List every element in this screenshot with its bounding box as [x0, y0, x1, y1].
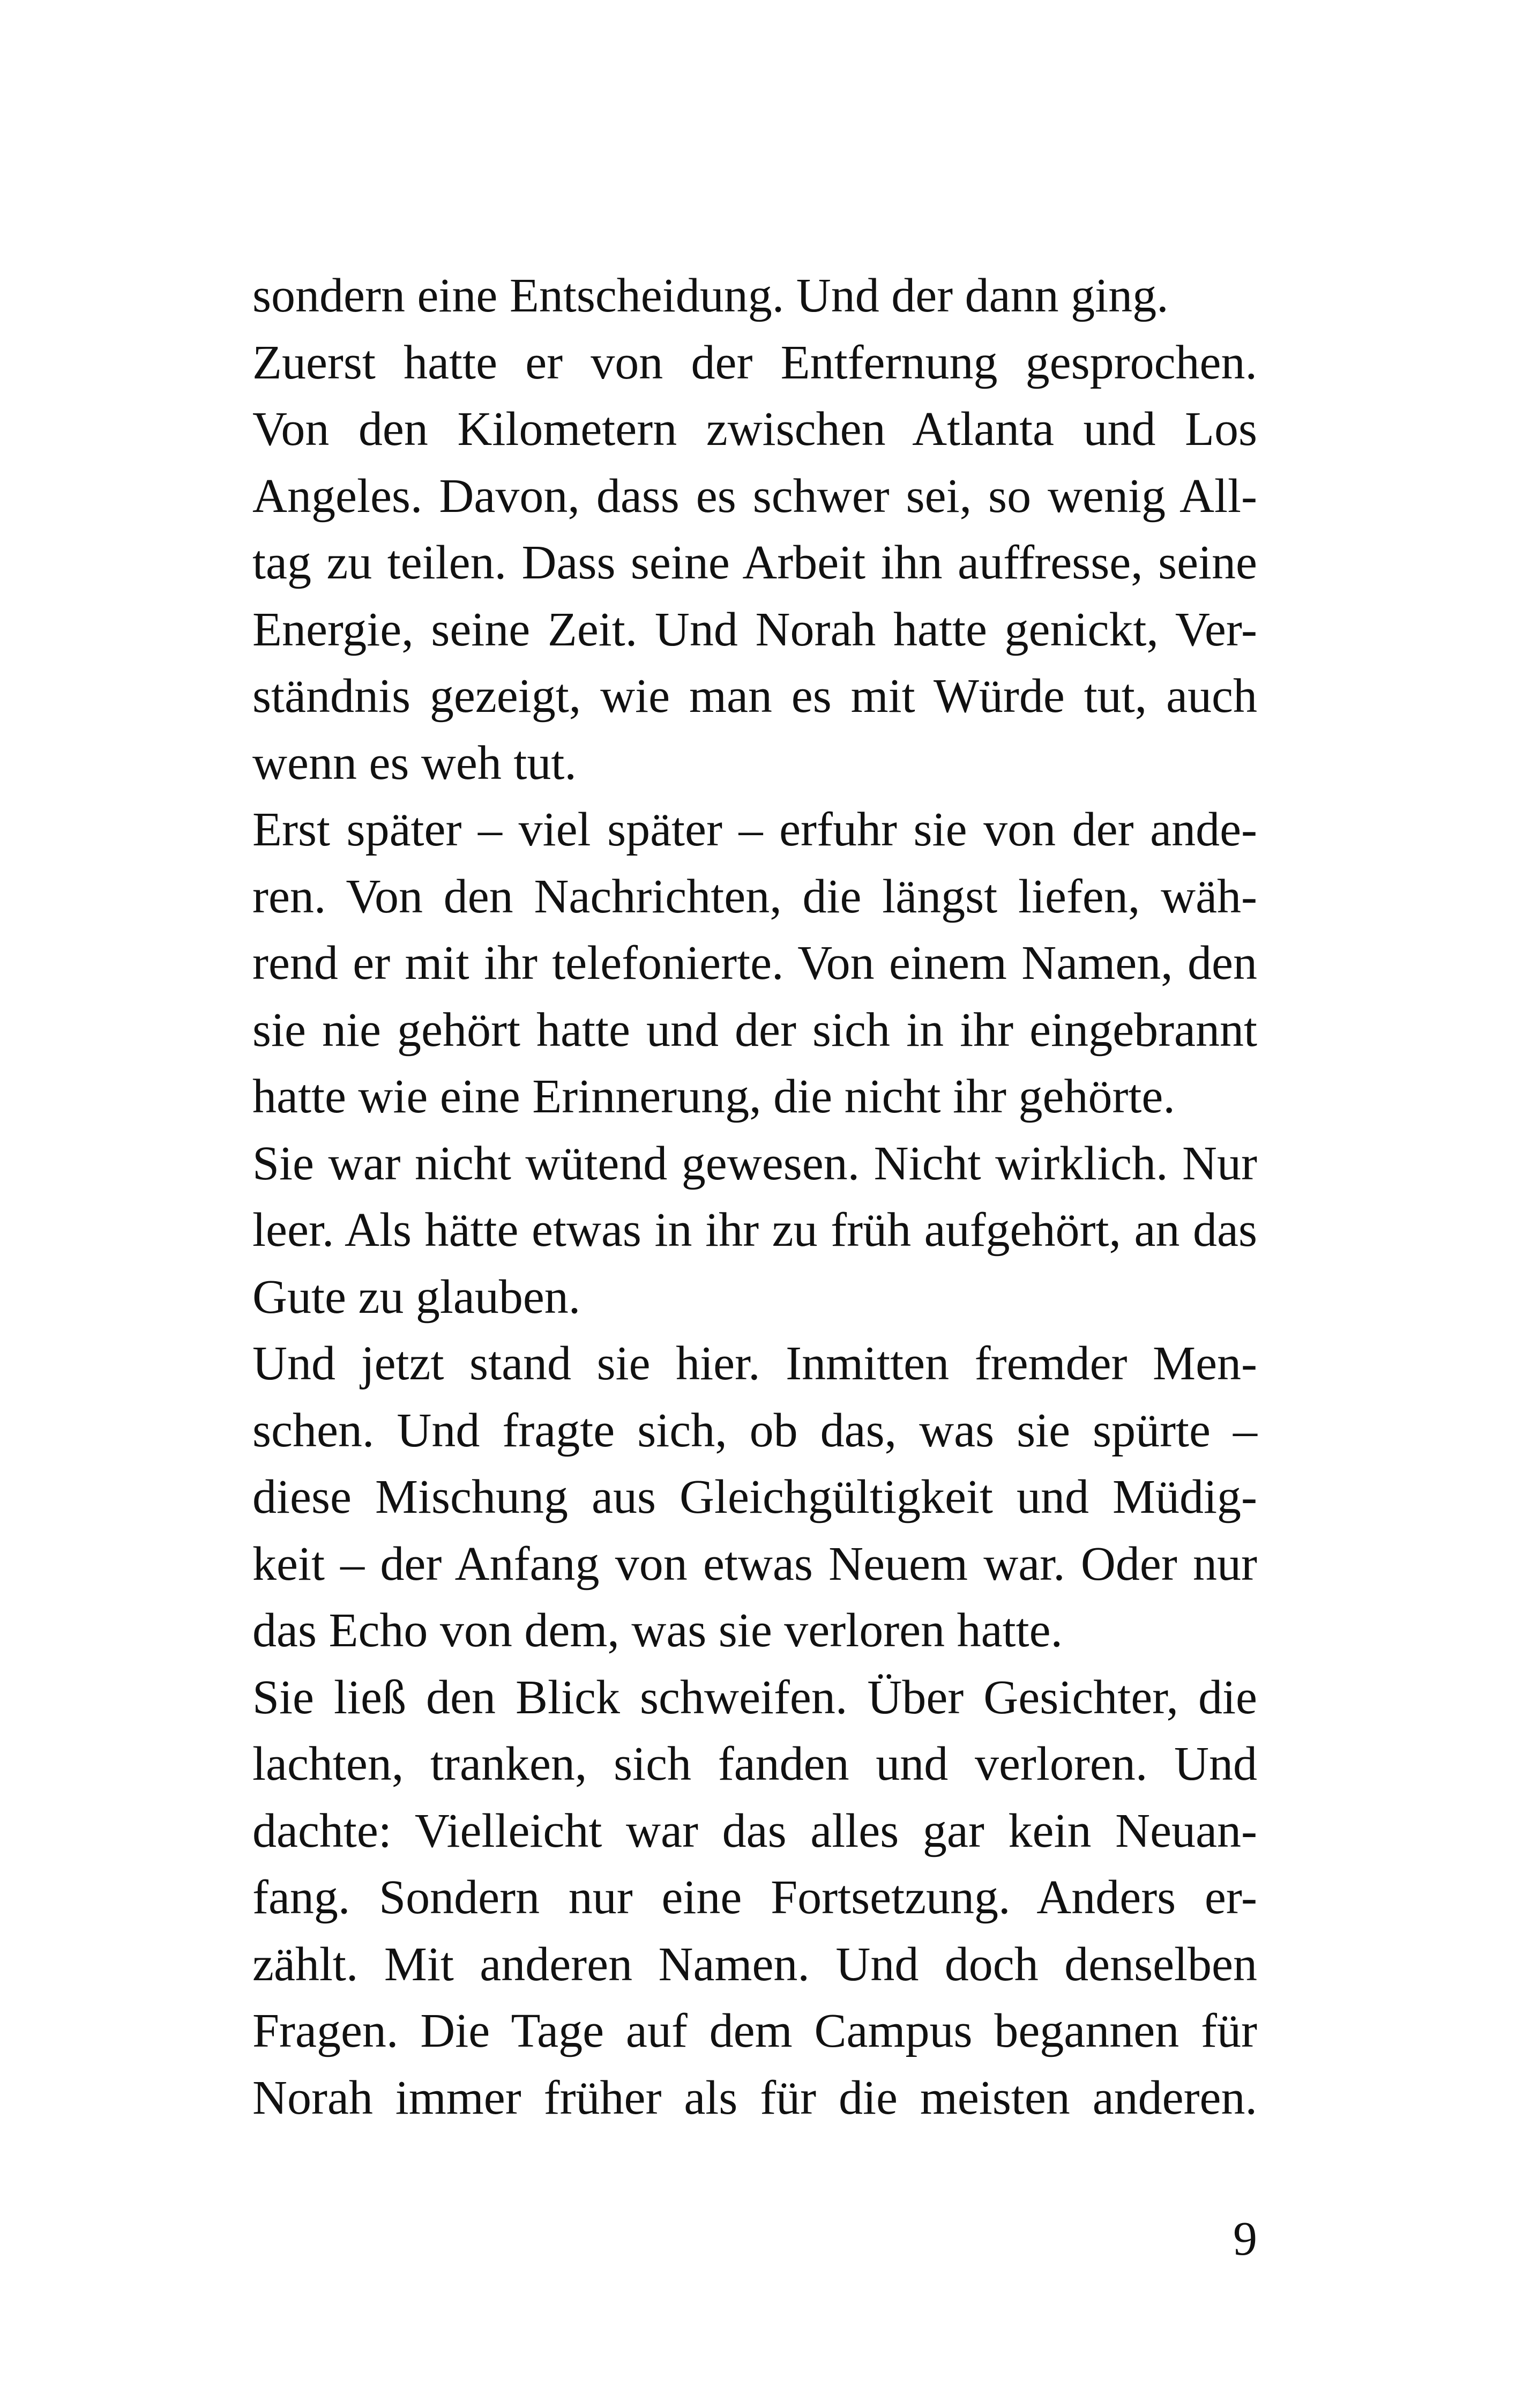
- text-line: keit – der Anfang von etwas Neuem war. Oder nur: [252, 1537, 1257, 1591]
- text-line: hatte wie eine Erinnerung, die nicht ihr gehörte.: [252, 1070, 1175, 1123]
- text-line: rend er mit ihr telefonierte. Von einem Namen, den: [252, 937, 1257, 990]
- text-line: diese Mischung aus Gleichgültigkeit und Müdig-: [252, 1470, 1257, 1523]
- text-line: sie nie gehört hatte und der sich in ihr eingebrannt: [252, 1003, 1257, 1057]
- text-line: leer. Als hätte etwas in ihr zu früh aufgehört, an das: [252, 1203, 1257, 1257]
- text-line: lachten, tranken, sich fanden und verloren. Und: [252, 1737, 1257, 1790]
- text-line: Von den Kilometern zwischen Atlanta und Los: [252, 403, 1257, 456]
- page-number: 9: [1233, 2212, 1257, 2265]
- text-line: dachte: Vielleicht war das alles gar kein Neuan-: [252, 1804, 1257, 1857]
- text-line: Angeles. Davon, dass es schwer sei, so wenig All-: [252, 469, 1257, 523]
- text-line: Norah immer früher als für die meisten anderen.: [252, 2071, 1257, 2124]
- text-line: sondern eine Entscheidung. Und der dann ging.: [252, 269, 1169, 322]
- text-line: ren. Von den Nachrichten, die längst liefen, wäh-: [252, 869, 1257, 923]
- text-line: tag zu teilen. Dass seine Arbeit ihn auffresse, seine: [252, 536, 1257, 589]
- body-text: [252, 263, 1257, 2131]
- text-line: schen. Und fragte sich, ob das, was sie spürte –: [252, 1403, 1257, 1457]
- text-line: Zuerst hatte er von der Entfernung gesprochen.: [252, 336, 1257, 389]
- text-line: das Echo von dem, was sie verloren hatte.: [252, 1604, 1063, 1657]
- text-line: ständnis gezeigt, wie man es mit Würde tut, auch: [252, 670, 1257, 723]
- text-line: fang. Sondern nur eine Fortsetzung. Anders er-: [252, 1871, 1257, 1924]
- text-line: Und jetzt stand sie hier. Inmitten fremder Men-: [252, 1337, 1257, 1390]
- text-line: wenn es weh tut.: [252, 736, 577, 790]
- text-line: Gute zu glauben.: [252, 1270, 581, 1324]
- text-line: Fragen. Die Tage auf dem Campus begannen für: [252, 2004, 1257, 2057]
- text-line: Sie ließ den Blick schweifen. Über Gesichter, die: [252, 1670, 1257, 1724]
- text-line: Erst später – viel später – erfuhr sie von der ande-: [252, 803, 1257, 856]
- text-line: Energie, seine Zeit. Und Norah hatte genickt, Ver-: [252, 603, 1257, 656]
- text-line: zählt. Mit anderen Namen. Und doch denselben: [252, 1937, 1257, 1991]
- text-line: Sie war nicht wütend gewesen. Nicht wirklich. Nur: [252, 1136, 1257, 1190]
